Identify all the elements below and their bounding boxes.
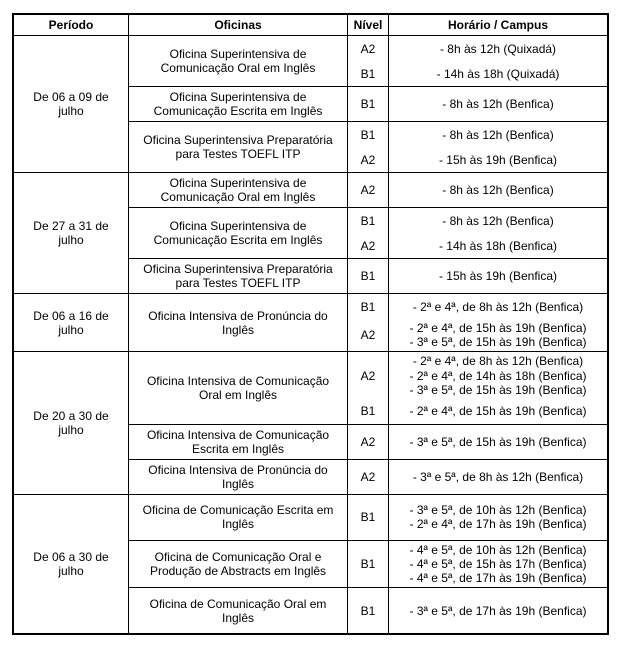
level-schedule-entry bbox=[348, 208, 607, 233]
workshops-schedule-table bbox=[12, 13, 609, 635]
level-cell bbox=[348, 233, 389, 258]
schedule-cell bbox=[389, 259, 607, 293]
schedule-line: - 8h às 12h (Benfica) bbox=[442, 213, 554, 228]
level-label: B1 bbox=[360, 603, 376, 618]
schedule-cell bbox=[389, 460, 607, 494]
level-schedule-entry bbox=[348, 259, 607, 293]
workshop-row bbox=[129, 208, 607, 259]
schedule-cell bbox=[389, 173, 607, 207]
level-schedule-entry bbox=[348, 425, 607, 459]
level-schedule-entries bbox=[348, 36, 607, 86]
workshop-name-cell bbox=[129, 460, 348, 494]
period-cell bbox=[14, 36, 129, 172]
workshop-name: Oficina Superintensiva Preparatória para Testes TOEFL ITP bbox=[143, 133, 333, 162]
level-schedule-entry bbox=[348, 352, 607, 398]
header-horario-campus-label: Horário / Campus bbox=[447, 18, 549, 32]
schedule-line: - 3ª e 5ª, de 15h às 19h (Benfica) bbox=[409, 335, 587, 350]
schedule-line: - 15h às 19h (Benfica) bbox=[438, 269, 558, 284]
workshop-name: Oficina de Comunicação Oral e Produção de Abstracts em Inglês bbox=[149, 550, 327, 579]
header-oficinas-label: Oficinas bbox=[214, 18, 262, 32]
header-oficinas bbox=[129, 15, 348, 35]
level-cell bbox=[348, 294, 389, 319]
level-label: B1 bbox=[360, 557, 376, 572]
schedule-cell bbox=[389, 294, 607, 319]
schedule-line: - 2ª e 4ª, de 15h às 19h (Benfica) bbox=[409, 321, 587, 336]
workshop-row bbox=[129, 36, 607, 87]
workshop-name-cell bbox=[129, 208, 348, 258]
header-period-label: Período bbox=[48, 18, 94, 32]
schedule-cell bbox=[389, 208, 607, 233]
workshop-name: Oficina de Comunicação Escrita em Inglês bbox=[142, 503, 334, 532]
period-label: De 27 a 31 de julho bbox=[33, 219, 109, 248]
level-schedule-entry bbox=[348, 319, 607, 351]
schedule-line: - 2ª e 4ª, de 14h às 18h (Benfica) bbox=[409, 368, 587, 383]
workshop-name-cell bbox=[129, 588, 348, 633]
level-schedule-entries bbox=[348, 208, 607, 258]
schedule-cell bbox=[389, 61, 607, 86]
schedule-line: - 3ª e 5ª, de 8h às 12h (Benfica) bbox=[412, 469, 584, 484]
level-schedule-entry bbox=[348, 588, 607, 633]
table-body bbox=[14, 36, 607, 633]
period-section bbox=[14, 495, 607, 633]
workshop-row bbox=[129, 122, 607, 172]
workshop-name: Oficina Intensiva de Pronúncia do Inglês bbox=[148, 462, 328, 491]
workshop-row bbox=[129, 173, 607, 208]
level-label: A2 bbox=[360, 238, 376, 253]
schedule-cell bbox=[389, 352, 607, 398]
schedule-line: - 3ª e 5ª, de 15h às 19h (Benfica) bbox=[409, 434, 587, 449]
level-schedule-entries bbox=[348, 122, 607, 172]
workshop-row bbox=[129, 87, 607, 122]
workshop-name-cell bbox=[129, 259, 348, 293]
workshop-name-cell bbox=[129, 36, 348, 86]
period-cell bbox=[14, 495, 129, 633]
level-cell bbox=[348, 208, 389, 233]
level-cell bbox=[348, 399, 389, 424]
workshop-name: Oficina Intensiva de Comunicação Oral em Inglês bbox=[146, 374, 330, 403]
schedule-cell bbox=[389, 233, 607, 258]
level-schedule-entry bbox=[348, 294, 607, 319]
level-schedule-entries bbox=[348, 588, 607, 633]
level-cell bbox=[348, 495, 389, 540]
workshop-name: Oficina Superintensiva de Comunicação Escrita em Inglês bbox=[153, 90, 323, 119]
schedule-cell bbox=[389, 36, 607, 61]
period-section bbox=[14, 352, 607, 494]
level-label: B1 bbox=[360, 269, 376, 284]
workshop-row bbox=[129, 588, 607, 633]
schedule-line: - 14h às 18h (Benfica) bbox=[438, 238, 558, 253]
level-cell bbox=[348, 425, 389, 459]
schedule-line: - 2ª e 4ª, de 17h às 19h (Benfica) bbox=[409, 517, 587, 532]
workshop-rows bbox=[129, 173, 607, 293]
level-schedule-entry bbox=[348, 541, 607, 587]
level-schedule-entry bbox=[348, 460, 607, 494]
level-schedule-entry bbox=[348, 399, 607, 424]
period-cell bbox=[14, 352, 129, 493]
workshop-row bbox=[129, 259, 607, 293]
level-label: A2 bbox=[360, 41, 376, 56]
level-label: B1 bbox=[360, 66, 376, 81]
schedule-line: - 3ª e 5ª, de 17h às 19h (Benfica) bbox=[409, 603, 587, 618]
level-schedule-entries bbox=[348, 87, 607, 121]
level-label: A2 bbox=[360, 469, 376, 484]
level-label: A2 bbox=[360, 152, 376, 167]
workshop-row bbox=[129, 460, 607, 494]
workshop-name: Oficina Intensiva de Pronúncia do Inglês bbox=[148, 308, 328, 337]
level-cell bbox=[348, 352, 389, 398]
header-nivel-label: Nível bbox=[353, 18, 383, 32]
level-schedule-entry bbox=[348, 173, 607, 207]
level-label: B1 bbox=[360, 299, 376, 314]
level-schedule-entries bbox=[348, 541, 607, 587]
table-header-row bbox=[14, 15, 607, 36]
level-schedule-entries bbox=[348, 460, 607, 494]
workshop-row bbox=[129, 294, 607, 351]
workshop-name: Oficina Intensiva de Comunicação Escrita em Inglês bbox=[146, 427, 330, 456]
schedule-cell bbox=[389, 588, 607, 633]
level-label: B1 bbox=[360, 510, 376, 525]
schedule-line: - 8h às 12h (Quixadá) bbox=[439, 41, 557, 56]
schedule-cell bbox=[389, 495, 607, 540]
level-cell bbox=[348, 173, 389, 207]
workshop-name-cell bbox=[129, 425, 348, 459]
period-section bbox=[14, 294, 607, 352]
schedule-cell bbox=[389, 399, 607, 424]
level-schedule-entry bbox=[348, 122, 607, 147]
workshop-row bbox=[129, 352, 607, 424]
workshop-row bbox=[129, 425, 607, 460]
workshop-name: Oficina Superintensiva de Comunicação Oral em Inglês bbox=[160, 47, 316, 76]
level-cell bbox=[348, 147, 389, 172]
workshop-row bbox=[129, 541, 607, 588]
workshop-name: Oficina Superintensiva de Comunicação Escrita em Inglês bbox=[153, 219, 323, 248]
level-cell bbox=[348, 87, 389, 121]
workshop-name-cell bbox=[129, 173, 348, 207]
schedule-line: - 3ª e 5ª, de 15h às 19h (Benfica) bbox=[409, 382, 587, 397]
level-label: A2 bbox=[360, 328, 376, 343]
schedule-line: - 4ª e 5ª, de 15h às 17h (Benfica) bbox=[409, 557, 587, 572]
schedule-cell bbox=[389, 122, 607, 147]
schedule-line: - 3ª e 5ª, de 10h às 12h (Benfica) bbox=[409, 503, 587, 518]
workshop-rows bbox=[129, 495, 607, 633]
schedule-line: - 8h às 12h (Benfica) bbox=[442, 183, 554, 198]
schedule-line: - 14h às 18h (Quixadá) bbox=[436, 66, 560, 81]
level-schedule-entries bbox=[348, 173, 607, 207]
period-label: De 20 a 30 de julho bbox=[33, 409, 109, 438]
period-cell bbox=[14, 173, 129, 293]
level-cell bbox=[348, 541, 389, 587]
period-label: De 06 a 09 de julho bbox=[33, 90, 109, 119]
level-cell bbox=[348, 61, 389, 86]
level-cell bbox=[348, 122, 389, 147]
level-label: A2 bbox=[360, 183, 376, 198]
level-schedule-entries bbox=[348, 294, 607, 351]
workshop-rows bbox=[129, 36, 607, 172]
level-cell bbox=[348, 259, 389, 293]
schedule-line: - 8h às 12h (Benfica) bbox=[442, 127, 554, 142]
workshop-name: Oficina Superintensiva Preparatória para Testes TOEFL ITP bbox=[143, 262, 333, 291]
header-period bbox=[14, 15, 129, 35]
level-cell bbox=[348, 460, 389, 494]
workshop-rows bbox=[129, 352, 607, 493]
level-schedule-entry bbox=[348, 233, 607, 258]
level-label: A2 bbox=[360, 368, 376, 383]
period-section bbox=[14, 173, 607, 294]
level-schedule-entry bbox=[348, 36, 607, 61]
workshop-name-cell bbox=[129, 294, 348, 351]
level-cell bbox=[348, 588, 389, 633]
schedule-cell bbox=[389, 147, 607, 172]
workshop-name-cell bbox=[129, 87, 348, 121]
level-schedule-entries bbox=[348, 352, 607, 423]
period-label: De 06 a 16 de julho bbox=[33, 308, 109, 337]
level-schedule-entry bbox=[348, 87, 607, 121]
level-cell bbox=[348, 319, 389, 351]
schedule-line: - 2ª e 4ª, de 8h às 12h (Benfica) bbox=[412, 299, 584, 314]
schedule-line: - 4ª e 5ª, de 10h às 12h (Benfica) bbox=[409, 542, 587, 557]
header-horario-campus bbox=[389, 15, 607, 35]
schedule-line: - 8h às 12h (Benfica) bbox=[442, 97, 554, 112]
period-label: De 06 a 30 de julho bbox=[33, 550, 109, 579]
level-label: A2 bbox=[360, 434, 376, 449]
workshop-row bbox=[129, 495, 607, 541]
workshop-rows bbox=[129, 294, 607, 351]
workshop-name: Oficina Superintensiva de Comunicação Oral em Inglês bbox=[160, 176, 316, 205]
workshop-name-cell bbox=[129, 122, 348, 172]
workshop-name-cell bbox=[129, 541, 348, 587]
level-label: B1 bbox=[360, 97, 376, 112]
header-nivel bbox=[348, 15, 389, 35]
level-cell bbox=[348, 36, 389, 61]
workshop-name-cell bbox=[129, 352, 348, 423]
schedule-cell bbox=[389, 425, 607, 459]
level-schedule-entries bbox=[348, 425, 607, 459]
schedule-cell bbox=[389, 541, 607, 587]
schedule-cell bbox=[389, 87, 607, 121]
schedule-cell bbox=[389, 319, 607, 351]
workshop-name-cell bbox=[129, 495, 348, 540]
level-schedule-entry bbox=[348, 147, 607, 172]
level-label: B1 bbox=[360, 213, 376, 228]
schedule-line: - 2ª e 4ª, de 15h às 19h (Benfica) bbox=[409, 404, 587, 419]
level-label: B1 bbox=[360, 127, 376, 142]
schedule-line: - 2ª e 4ª, de 8h às 12h (Benfica) bbox=[412, 354, 584, 369]
level-schedule-entries bbox=[348, 495, 607, 540]
workshop-name: Oficina de Comunicação Oral em Inglês bbox=[149, 596, 327, 625]
schedule-line: - 4ª e 5ª, de 17h às 19h (Benfica) bbox=[409, 571, 587, 586]
level-label: B1 bbox=[360, 404, 376, 419]
period-section bbox=[14, 36, 607, 173]
schedule-line: - 15h às 19h (Benfica) bbox=[438, 152, 558, 167]
level-schedule-entries bbox=[348, 259, 607, 293]
period-cell bbox=[14, 294, 129, 351]
level-schedule-entry bbox=[348, 495, 607, 540]
level-schedule-entry bbox=[348, 61, 607, 86]
